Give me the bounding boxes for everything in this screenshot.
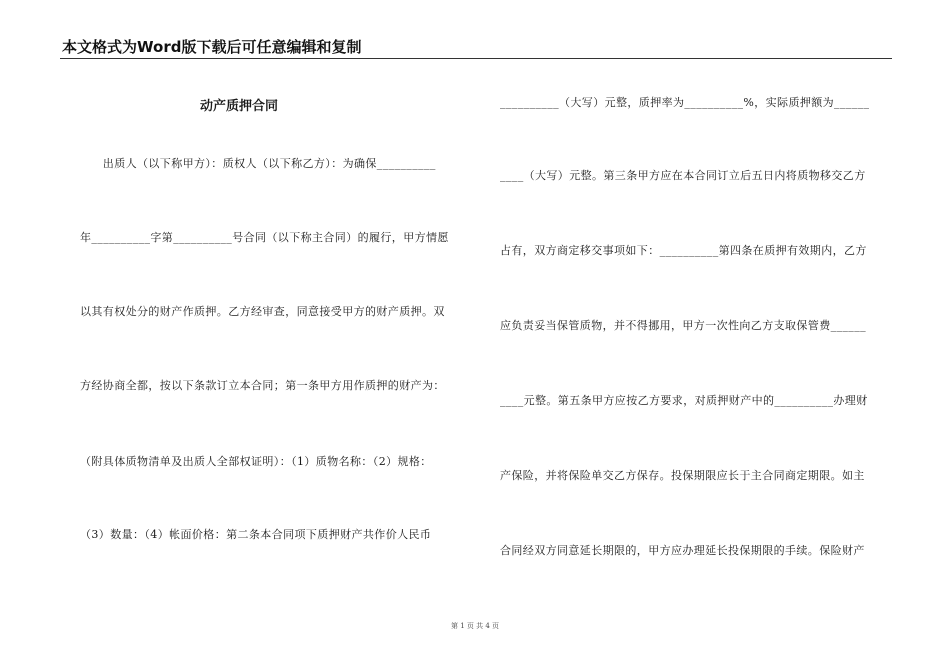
body-line: ____元整。第五条甲方应按乙方要求，对质押财产中的__________办理财 <box>500 394 868 407</box>
body-line: __________（大写）元整，质押率为__________%，实际质押额为______ <box>500 96 870 109</box>
body-line: 以其有权处分的财产作质押。乙方经审查，同意接受甲方的财产质押。双 <box>80 305 445 318</box>
page-number: 第 1 页 共 4 页 <box>450 622 500 630</box>
header-divider <box>60 58 892 59</box>
body-line: （附具体质物清单及出质人全部权证明）：（1）质物名称：（2）规格： <box>80 455 432 468</box>
body-line: 占有，双方商定移交事项如下：__________第四条在质押有效期内，乙方 <box>500 244 867 257</box>
body-line: ____（大写）元整。第三条甲方应在本合同订立后五日内将质物移交乙方 <box>500 169 866 182</box>
body-line: 应负责妥当保管质物，并不得挪用，甲方一次性向乙方支取保管费______ <box>500 319 866 332</box>
body-line: （3）数量：（4）帐面价格：第二条本合同项下质押财产共作价人民币 <box>80 528 432 541</box>
body-line: 产保险，并将保险单交乙方保存。投保期限应长于主合同商定期限。如主 <box>500 469 865 482</box>
document-header: 本文格式为Word版下载后可任意编辑和复制 <box>62 38 362 56</box>
body-line: 方经协商全都，按以下条款订立本合同；第一条甲方用作质押的财产为： <box>80 379 445 392</box>
body-line: 年__________字第__________号合同（以下称主合同）的履行，甲方情愿 <box>80 231 449 244</box>
document-title: 动产质押合同 <box>200 99 279 114</box>
body-line: 合同经双方同意延长期限的，甲方应办理延长投保期限的手续。保险财产 <box>500 544 865 557</box>
body-line: 出质人（以下称甲方）：质权人（以下称乙方）：为确保__________ <box>80 157 436 170</box>
